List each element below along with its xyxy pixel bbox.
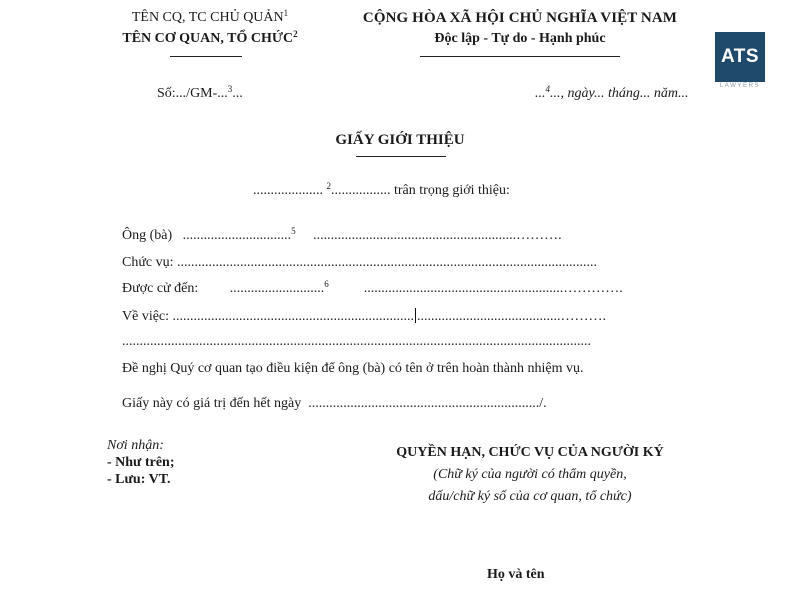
ats-lawyers-logo [715, 32, 765, 90]
extra-dotted-line: ...................................................................................................................................... [122, 334, 591, 349]
recipients-block [107, 437, 175, 488]
recipient-item-2: - Lưu: VT. [107, 472, 171, 487]
organization-name: TÊN CƠ QUAN, TỔ CHỨC$^2$ [122, 29, 298, 46]
motto-underline [420, 56, 620, 57]
request-text: Đề nghị Quý cơ quan tạo điều kiện để ông (bà) có tên ở trên hoàn thành nhiệm vụ. [122, 361, 584, 376]
document-date: ...$^4$..., ngày... tháng... năm... [535, 84, 689, 101]
signer-name: Họ và tên [487, 567, 545, 582]
sent-to-dots: ........................... [229, 281, 325, 296]
sent-to-label: Được cử đến: [122, 281, 199, 296]
footnote-6: 6 [324, 279, 329, 289]
footnote-1: 1 [283, 8, 289, 18]
title-underline [356, 156, 446, 157]
name-dots: ............................... [182, 228, 292, 243]
matter-dots-extra: .........................................………. [417, 309, 607, 324]
text-cursor [415, 308, 416, 323]
footnote-3: 3 [227, 84, 233, 94]
sent-to-field [122, 281, 623, 297]
motto: Độc lập - Tự do - Hạnh phúc [434, 31, 606, 46]
sent-to-dots-extra: .........................................................…………. [363, 281, 623, 296]
position-dots: ........................................................................................................................ [177, 255, 598, 270]
validity-text: Giấy này có giá trị đến hết ngày [122, 396, 302, 411]
document-title: GIẤY GIỚI THIỆU [335, 132, 465, 148]
org-underline [170, 56, 242, 57]
validity-line [122, 396, 547, 412]
governing-body: TÊN CQ, TC CHỦ QUẢN$^1$ [131, 8, 289, 25]
logo-mark: ATS [715, 32, 765, 82]
matter-field [122, 308, 606, 325]
signature-block [340, 443, 720, 507]
position-label: Chức vụ: [122, 255, 174, 270]
recipient-item-1: - Như trên; [107, 455, 175, 470]
matter-label: Về việc: [122, 309, 170, 324]
name-dots-extra: ..........................................................………. [313, 228, 562, 243]
document-number: Số:.../GM-...$^3$... [157, 84, 243, 101]
signer-authority: QUYỀN HẠN, CHỨC VỤ CỦA NGƯỜI KÝ [396, 445, 664, 460]
position-field [122, 255, 597, 271]
organization-block [95, 8, 325, 50]
logo-subtext: LAWYERS [719, 83, 761, 89]
recipients-heading: Nơi nhận: [107, 438, 164, 453]
signature-note-1: (Chữ ký của người có thẩm quyền, [433, 467, 627, 482]
footnote-5: 5 [291, 226, 296, 236]
nation-block [340, 8, 700, 50]
matter-dots: ..................................................................... [172, 309, 415, 324]
signature-note-2: dấu/chữ ký số của cơ quan, tổ chức) [428, 489, 632, 504]
footnote-2: 2 [293, 29, 298, 39]
name-field [122, 228, 562, 244]
footnote-4: 4 [545, 84, 550, 94]
name-label: Ông (bà) [122, 228, 173, 243]
nation-title: CỘNG HÒA XÃ HỘI CHỦ NGHĨA VIỆT NAM [362, 10, 678, 26]
validity-dots: ................................................................../. [308, 396, 547, 411]
intro-line: .................... $^2$................. trân trọng giới thiệu: [253, 181, 510, 198]
footnote-2b: 2 [326, 181, 331, 191]
